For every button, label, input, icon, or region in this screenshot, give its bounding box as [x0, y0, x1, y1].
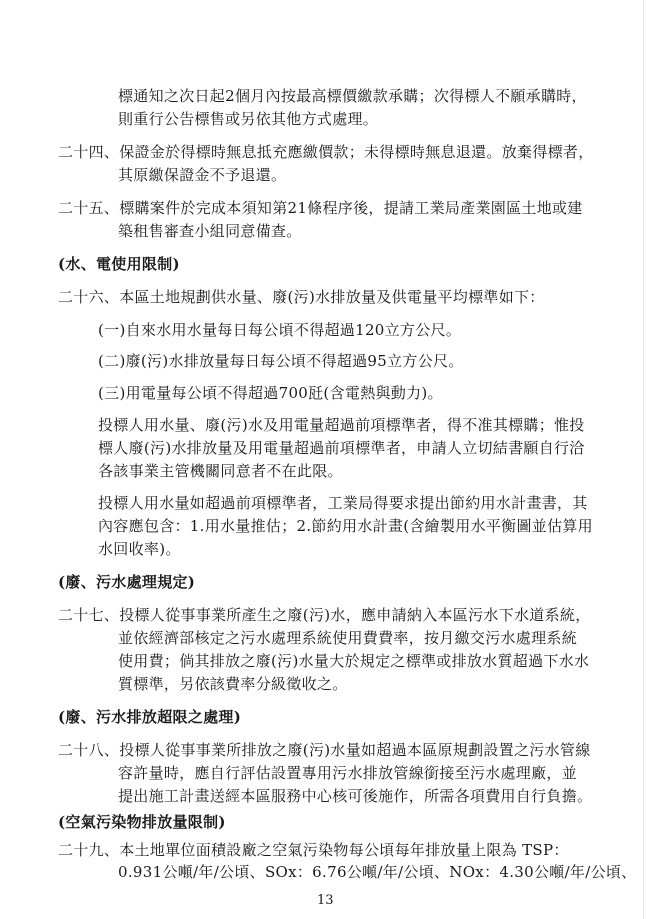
- article-28-line: 容許量時，應自行評估設置專用污水排放管線銜接至污水處理廠，並: [118, 764, 578, 782]
- article-26-paragraph-1: 標人廢(污)水排放量及用電量超過前項標準者，申請人立切結書願自行洽: [98, 439, 585, 457]
- article-25-line: 二十五、標購案件於完成本須知第21條程序後，提請工業局產業園區土地或建: [58, 199, 583, 217]
- article-26-paragraph-2: 水回收率)。: [98, 540, 181, 558]
- text-line: 則重行公告標售或另依其他方式處理。: [118, 110, 379, 128]
- section-heading-wastewater: (廢、污水處理規定): [58, 573, 196, 591]
- article-29-line: 二十九、本土地單位面積設廠之空氣污染物每公頃每年排放量上限為 TSP：: [58, 841, 569, 859]
- article-26-item: (三)用電量每公頃不得超過700瓩(含電熱與動力)。: [98, 384, 443, 402]
- article-29-line: 0.931公噸/年/公頃、SOx：6.76公噸/年/公頃、NOx：4.30公噸/年/公頃、: [118, 863, 637, 881]
- article-24-line: 其原繳保證金不予退還。: [118, 166, 287, 184]
- page-number: 13: [317, 893, 334, 908]
- article-28-line: 提出施工計畫送經本區服務中心核可後施作，所需各項費用自行負擔。: [118, 787, 593, 805]
- article-26-paragraph-2: 投標人用水量如超過前項標準者，工業局得要求提出節約用水計畫書，其: [98, 494, 588, 512]
- article-27-line: 質標準，另依該費率分級徵收之。: [118, 675, 348, 693]
- article-24-line: 二十四、保證金於得標時無息抵充應繳價款；未得標時無息退還。放棄得標者，: [58, 143, 594, 161]
- article-25-line: 築租售審查小組同意備查。: [118, 222, 302, 240]
- article-26-paragraph-1: 各該事業主管機關同意者不在此限。: [98, 462, 343, 480]
- section-heading-air: (空氣污染物排放量限制): [58, 813, 226, 831]
- article-26-item: (一)自來水用水量每日每公頃不得超過120立方公尺。: [98, 321, 462, 339]
- article-26-intro: 二十六、本區土地規劃供水量、廢(污)水排放量及供電量平均標準如下：: [58, 288, 545, 306]
- article-27-line: 二十七、投標人從事事業所產生之廢(污)水，應申請納入本區污水下水道系統，: [58, 606, 591, 624]
- article-27-line: 使用費；倘其排放之廢(污)水量大於規定之標準或排放水質超過下水水: [118, 652, 590, 670]
- text-line: 標通知之次日起2個月內按最高標價繳款承購；次得標人不願承購時，: [118, 87, 587, 105]
- article-26-paragraph-1: 投標人用水量、廢(污)水及用電量超過前項標準者，得不准其標購；惟投: [98, 416, 585, 434]
- article-28-line: 二十八、投標人從事事業所排放之廢(污)水量如超過本區原規劃設置之污水管線: [58, 741, 591, 759]
- section-heading-water: (水、電使用限制): [58, 255, 180, 273]
- article-26-item: (二)廢(污)水排放量每日每公頃不得超過95立方公尺。: [98, 352, 464, 370]
- page-edge-line: [643, 0, 644, 919]
- article-27-line: 並依經濟部核定之污水處理系統使用費費率，按月繳交污水處理系統: [118, 629, 578, 647]
- article-26-paragraph-2: 內容應包含：1.用水量推估；2.節約用水計畫(含繪製用水平衡圖並估算用: [98, 517, 593, 535]
- section-heading-overlimit: (廢、污水排放超限之處理): [58, 708, 242, 726]
